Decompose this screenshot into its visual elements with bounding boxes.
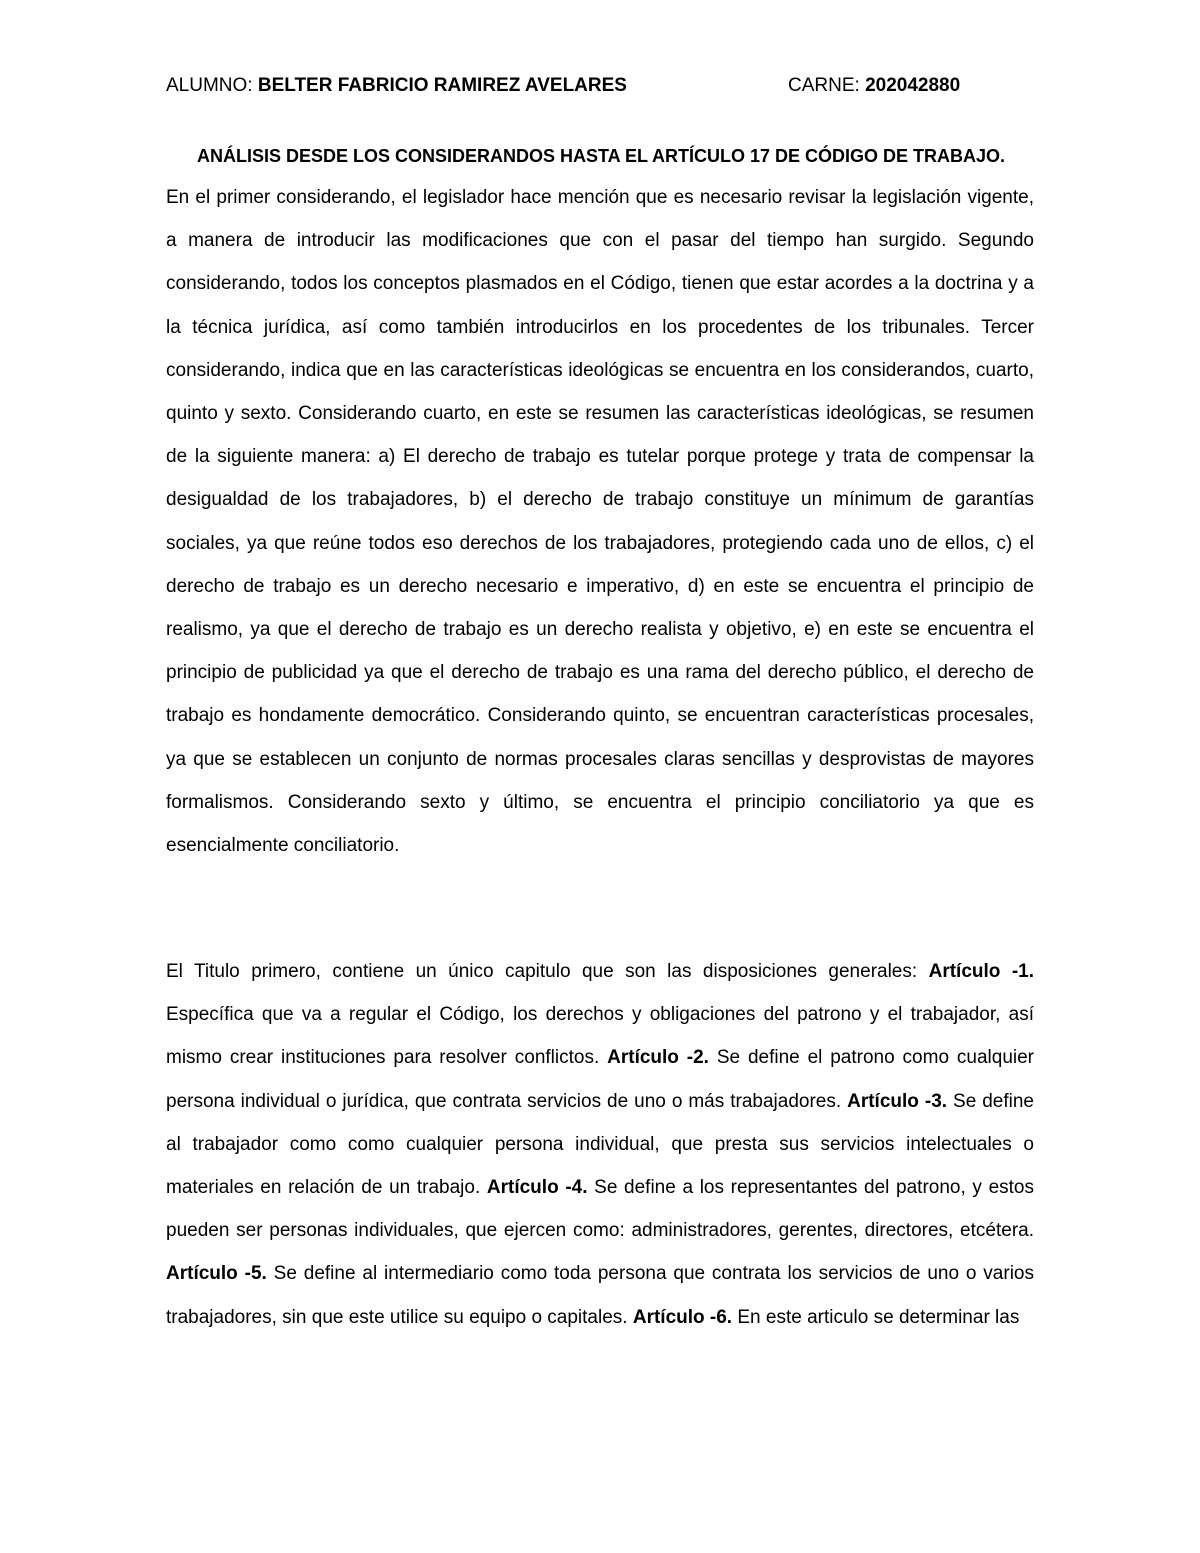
student-name: BELTER FABRICIO RAMIREZ AVELARES: [257, 75, 627, 96]
carne-number: 202042880: [865, 75, 961, 96]
article-6-text: En este articulo se determinar las: [732, 1306, 1020, 1328]
paragraph-intro: El Titulo primero, contiene un único capitulo que son las disposiciones generales:: [166, 961, 929, 982]
article-6-label: Artículo -6.: [632, 1306, 733, 1328]
paragraph-titulo-primero: [166, 950, 1034, 1339]
article-5-text: Se define al intermediario como toda persona que contrata los servicios de uno o varios trabajadores, sin que este utilice su equipo o capitales.: [166, 1263, 1034, 1328]
student-info: [166, 70, 627, 102]
document-title: ANÁLISIS DESDE LOS CONSIDERANDOS HASTA EL ARTÍCULO 17 DE CÓDIGO DE TRABAJO.: [196, 146, 1006, 166]
carne-info: [788, 70, 960, 102]
article-2-label: Artículo -2.: [607, 1047, 709, 1069]
alumno-label: ALUMNO:: [166, 75, 258, 96]
article-3-text: Se define al trabajador como como cualquier persona individual, que presta sus servicios intelectuales o materiales en relación de un trabajo.: [166, 1090, 1034, 1199]
article-1-text: Específica que va a regular el Código, los derechos y obligaciones del patrono y el trabajador, así mismo crear instituciones para resolver conflictos.: [166, 1004, 1034, 1069]
article-3-label: Artículo -3.: [847, 1090, 948, 1112]
article-4-text: Se define a los representantes del patrono, y estos pueden ser personas individuales, que ejercen como: administradores, gerentes, directores, etcétera.: [166, 1177, 1034, 1242]
document-header: [166, 70, 1036, 102]
paragraph-considerandos: En el primer considerando, el legislador hace mención que es necesario revisar la legislación vigente, a manera de introducir las modificaciones que con el pasar del tiempo han surgido. Segundo considerando, todos los conceptos plasmados en el Código, tienen que estar acordes a la doctrina y a la técnica jurídica, así como también introducirlos en los procedentes de los tribunales. Tercer considerando, indica que en las características ideológicas se encuentra en los considerandos, cuarto, quinto y sexto. Considerando cuarto, en este se resumen las características ideológicas, se resumen de la siguiente manera: a) El derecho de trabajo es tutelar porque protege y trata de compensar la desigualdad de los trabajadores, b) el derecho de trabajo constituye un mínimum de garantías sociales, ya que reúne todos eso derechos de los trabajadores, protegiendo cada uno de ellos, c) el derecho de trabajo es un derecho necesario e imperativo, d) en este se encuentra el principio de realismo, ya que el derecho de trabajo es un derecho realista y objetivo, e) en este se encuentra el principio de publicidad ya que el derecho de trabajo es una rama del derecho público, el derecho de trabajo es hondamente democrático. Considerando quinto, se encuentran características procesales, ya que se establecen un conjunto de normas procesales claras sencillas y desprovistas de mayores formalismos. Considerando sexto y último, se encuentra el principio conciliatorio ya que es esencialmente conciliatorio.: [166, 187, 1034, 857]
article-4-label: Artículo -4.: [486, 1177, 588, 1199]
article-1-label: Artículo -1.: [928, 961, 1034, 982]
article-2-text: Se define el patrono como cualquier persona individual o jurídica, que contrata servicios de uno o más trabajadores.: [166, 1047, 1034, 1112]
article-5-label: Artículo -5.: [166, 1263, 267, 1285]
carne-label: CARNE:: [788, 75, 866, 96]
